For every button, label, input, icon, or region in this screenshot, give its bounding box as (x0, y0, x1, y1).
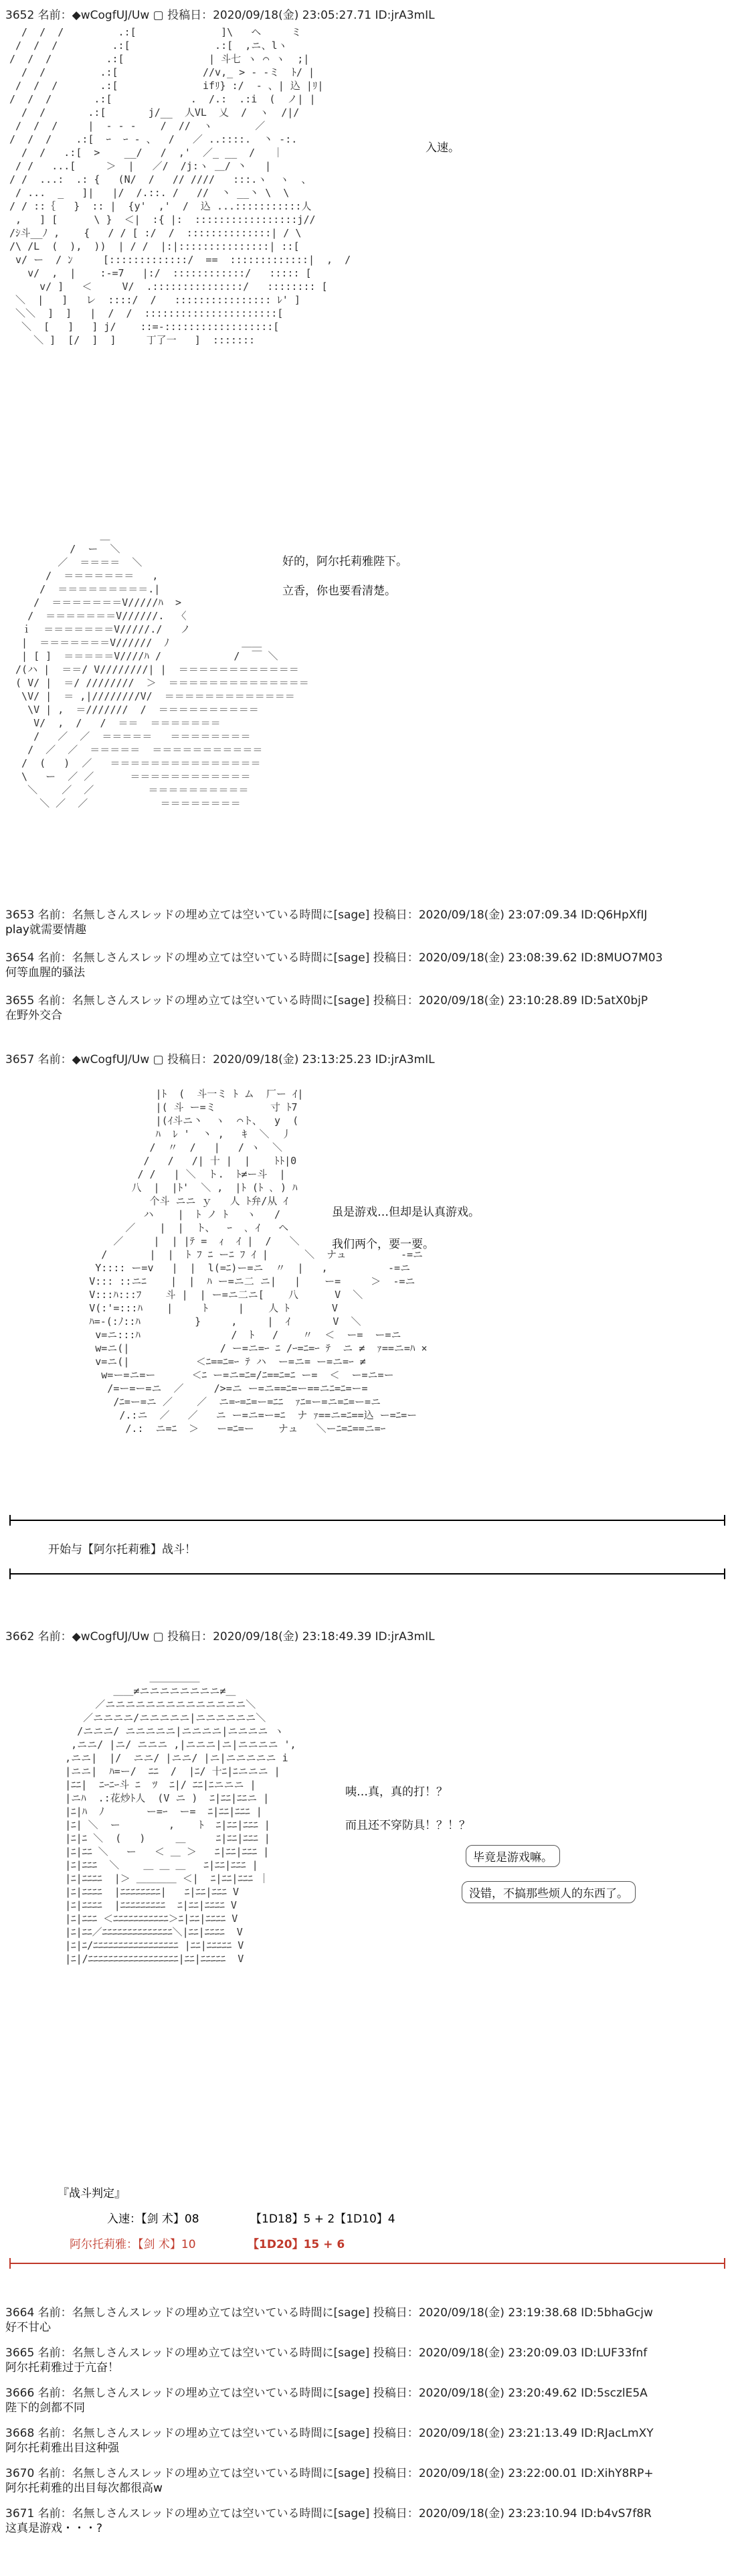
post-body-3665: 阿尔托莉雅过于亢奋！ (5, 2361, 119, 2374)
dialogue-game-line: 虽是游戏…但却是认真游戏。 (332, 1206, 480, 1219)
dialogue-surprised: 咦…真，真的打！？ (345, 1785, 448, 1799)
post-header-3666: 3666 名前：名無しさんスレッドの埋め立ては空いている時間に[sage] 投稿日：2020/09/18(金) 23:20:49.62 ID:5sczlE5A (5, 2387, 648, 2400)
ascii-art-figure-1: / / / .:[ ]\ ヘ ミ / / / .:[ .:[ ,ニ、lヽ / / / .:[ | 斗七 ヽ ⌒ ヽ ;| / / .:[ //v,_ > - -ミ ﾄ/ | / / / .:[ ifﾘ} :/ - 、| 込 |ﾘ| / / / .:[ . /.: .:i ( ノ| | / / .:[ j/__ 人VL 乂 / ヽ /|/ / / / | - - - / // ヽ ／ / / / .:[ ｰ ｰ - 、 / ／ ..::::. 丶 -:. / / .:[ > __/ / ,' ／_ __ / ｜ / / ...[ ＞ | ／/ /j:ヽ ＿/ 丶 | / / ...: .: { (N/ / // //// :::.ヽ ヽ 、 / ... _ ]| |/ /.::. / // 丶 __丶 \ \ / / ::｛ } :: | {y' ,' / 込 ...:::::::::::人 , ] [ \ } ＜| :{ |: :::::::::::::::::j// /ｼ斗__ﾉ , { / / [ :/ / ::::::::::::::| / \ /\ /L ( ), )) | / / |:|:::::::::::::::| ::[ v/ ー / ﾝ [:::::::::::::/ == :::::::::::::| , / v/ , | :-=7 |:/ ::::::::::::/ ::::: [ v/ ] ＜ V/ .:::::::::::::::/ :::::::: [ ＼ | ] レ ::::/ / :::::::::::::::: ﾚ' ] ＼＼ ] ] | / / ::::::::::::::::::::::[ ＼ [ ] ] j/ ::=-::::::::::::::::::[ ＼ ] [/ ] ] 丁了一 ] ::::::: (9, 26, 351, 346)
post-header-3654: 3654 名前：名無しさんスレッドの埋め立ては空いている時間に[sage] 投稿日：2020/09/18(金) 23:08:39.62 ID:8MUO7M03 (5, 951, 663, 965)
post-body-3655: 在野外交合 (5, 1009, 62, 1022)
divider-line (9, 1573, 725, 1575)
post-body-3668: 阿尔托莉雅出目这种强 (5, 2441, 119, 2455)
ascii-art-figure-2: ＿ / ー ＼ ／ ＝＝＝＝ ＼ / ＝＝＝＝＝＝＝ , / ＝＝＝＝＝＝＝＝＝.| / ＝＝＝＝＝＝＝V/////ﾊ > / ＝＝＝＝＝＝＝V//////. 〈 ｉ ＝＝＝＝＝＝＝V/////./ ノ | ＝＝＝＝＝＝＝V////// ﾉ ＿＿ | [ ] ＝＝＝＝＝V////ﾊ / / ￣ ＼ /(ハ | ＝＝/ V////////| | ＝＝＝＝＝＝＝＝＝＝＝＝ ( V/ | ＝/ //////// ＞ ＝＝＝＝＝＝＝＝＝＝＝＝＝＝ \V/ | ＝ ,|////////V/ ＝＝＝＝＝＝＝＝＝＝＝＝＝ \V | , ＝/////// / ＝＝＝＝＝＝＝＝＝＝ V/ , / / ＝＝ ＝＝＝＝＝＝＝ / ／ ／ ＝＝＝＝＝ ＝＝＝＝＝＝＝＝ / ／ ／ ＝＝＝＝＝ ＝＝＝＝＝＝＝＝＝＝＝ / ( ) ／ ＝＝＝＝＝＝＝＝＝＝＝＝＝＝＝ \ ー ／ ／ ＝＝＝＝＝＝＝＝＝＝＝＝ ＼ ／ ／ ＝＝＝＝＝＝＝＝＝＝ ＼ ／ ／ ＝＝＝＝＝＝＝＝ (15, 530, 309, 809)
post-body-3664: 好不甘心 (5, 2321, 51, 2334)
dialogue-enter: 入速。 (426, 141, 460, 155)
post-body-3653: play就需要情趣 (5, 923, 86, 937)
divider-end (724, 1515, 725, 1526)
post-header-3657: 3657 名前：◆wCogfUJ/Uw ▢ 投稿日：2020/09/18(金) 23:13:25.23 ID:jrA3mIL (5, 1053, 435, 1066)
thought-bubble-2: 没错，不搞那些烦人的东西了。 (462, 1881, 636, 1903)
post-header-3652: 3652 名前：◆wCogfUJ/Uw ▢ 投稿日：2020/09/18(金) 23:05:27.71 ID:jrA3mIL (5, 9, 435, 22)
post-header-3662: 3662 名前：◆wCogfUJ/Uw ▢ 投稿日：2020/09/18(金) 23:18:49.39 ID:jrA3mIL (5, 1630, 435, 1643)
divider-end (9, 2258, 11, 2269)
post-body-3654: 何等血腥的骚法 (5, 966, 85, 979)
ascii-art-figure-4: ＿＿＿＿＿ ＿＿≠ニニニニニニニニ≠＿ ／ニニニニニニニニニニニニニニ＼ ／ニニニニ/ニニニニニ|ニニニニニニ＼ /ニニニ/ ニニニニニ|ニニニニ|ニニニニ ヽ ,ニニ/ |ニ/ ニニニ ,|ニニニ|ニ|ニニニニ ', ,ニニ| |/ ニニ/ |ニニ/ |ニ|ニニニニニ i |ニニ| ﾊ=ー/ ﾆﾆ / |ﾆ/ 十ﾆ|ﾆニニニ | |ﾆﾆ| ﾆｰﾆｰ斗 ﾆ ﾂ ﾆ|/ ﾆﾆ|ﾆニニニ | |ニﾊ .:花炒ﾄ人 (V ニ ) ﾆ|ﾆﾆ|ﾆﾆニ | |ﾆ|ﾊ ﾉ ー=ｰ ー= ﾆ|ﾆﾆ|ﾆﾆﾆ | |ﾆ| ＼ ー , ﾄ ﾆ|ﾆﾆ|ﾆﾆﾆ | |ﾆ|ﾆ ＼ ( ) ＿ ﾆ|ﾆﾆ|ﾆﾆﾆ | |ﾆ|ﾆﾆ ＼ ー ＜ ＿ ＞ ﾆ|ﾆﾆ|ﾆﾆﾆ | |ﾆ|ﾆﾆﾆ ＼ ＿ ＿ ＿ ﾆ|ﾆﾆ|ﾆﾆﾆ | |ﾆ|ﾆﾆﾆﾆ |＞ ＿＿＿＿ ＜| ﾆ|ﾆﾆ|ﾆﾆﾆ ｜ |ﾆ|ﾆﾆﾆﾆ |ﾆﾆﾆﾆﾆﾆﾆﾆ| ﾆ|ﾆﾆ|ﾆﾆﾆ V |ﾆ|ﾆﾆﾆﾆ |ﾆﾆﾆﾆﾆﾆﾆﾆﾆ ﾆ|ﾆﾆ|ﾆﾆﾆﾆ V |ﾆ|ﾆﾆﾆ ＜ﾆﾆﾆﾆﾆﾆﾆﾆﾆﾆﾆ＞ﾆ|ﾆﾆ|ﾆﾆﾆﾆ V |ﾆ|ﾆﾆ／ﾆﾆﾆﾆﾆﾆﾆﾆﾆﾆﾆﾆﾆﾆ＼|ﾆﾆ|ﾆﾆﾆﾆ V |ﾆ|ﾆ/ﾆﾆﾆﾆﾆﾆﾆﾆﾆﾆﾆﾆﾆﾆﾆﾆﾆ |ﾆﾆ|ﾆﾆﾆﾆﾆ V |ﾆ|/ﾆﾆﾆﾆﾆﾆﾆﾆﾆﾆﾆﾆﾆﾆﾆﾆﾆﾆ|ﾆﾆ|ﾆﾆﾆﾆﾆ V (65, 1672, 296, 1965)
ascii-art-figure-3: |ﾄ ( 斗一ミ ﾄ ム 厂ー ｲ| |( 斗 ー=ミ 寸 ﾄ7 |(ｲ斗ニ丶 ヽ ⌒ト、 y ( ﾊ ﾚ ' 丶 , ｷ ＼ 丿 / 〃 / | / ヽ ＼ / / /| 十 | | ﾄﾄ|0 / / | ＼ ト. ﾄ≠ー斗 | 八 | |ﾄ' ＼ , |ﾄ (ﾄ ､ ) ﾊ 个斗 ニニ ｙ 人 ﾄ弁/从 ｲ ハ | ﾄ ノ ﾄ ヽ / ／ | | ト、 ｰ ､ ｲ ヘ ／ | | |ﾃ = ｨ ｲ | / ＼ / | | ﾄ ﾌ ﾆ ーﾆ ﾌ ｲ | ＼ ナュ -=ニ Y:::: ー=v | | l(=ﾆ)ー=ニ 〃 | , -=ニ V::: ::ニﾆ | | ﾊ ー=ニ二 ニ| | ー= ＞ -=ニ V:::ﾊ:::ﾌ 斗 | | ー=ニ二ニ[ 八 V ＼ V(:'=:::ﾊ | ﾄ | 人 ﾄ V ﾊ=-(:ﾉ::ﾊ } , | ｲ V ＼ v=ニ:::ﾊ / ﾄ / 〃 ＜ ー= ー=ニ w=ニ(| / ー=ニ=ｰ ﾆ /ｰ=ﾆ=ｰ ﾃ ニ ≠ ｧ==ニ=ﾊ × v=ニ(| ＜ﾆ==ﾆ=ｰ ﾃ ハ ー=ニ= ー=ニ=ｰ ≠ w=ー=ニ=ー ＜ﾆ ー=ニ=ﾆ=/ﾆ==ﾆ=ﾆ ー= ＜ ー=ニ=ー /=ー=ー=ニ ／ />=ニ ー=ニ==ﾆ=ー==ニﾆ=ﾆ=ー= /ﾆ=ー=ニ ／ ／ ニ=ｰ=ﾆ=ー=ﾆﾆ ｧﾆ=ー=ニ=ﾆ=ー=ニ /.:ニ ／ ／ ニ ー=ニ=ー=ﾆ ナ ｧ==ニ=ﾆ==込 ー=ﾆ=ー /.: ニ=ﾆ ＞ ー=ﾆ=ー ナュ ＼ーﾆ=ﾆ==ニ=ｰ (89, 1088, 428, 1435)
dialogue-watch: 立香，你也要看清楚。 (282, 584, 396, 598)
battle-title: 『战斗判定』 (58, 2187, 126, 2200)
dialogue-no-armor: 而且还不穿防具！？！？ (345, 1819, 470, 1832)
post-header-3655: 3655 名前：名無しさんスレッドの埋め立ては空いている時間に[sage] 投稿日：2020/09/18(金) 23:10:28.89 ID:5atX0bjP (5, 994, 648, 1008)
battle-start-text: 开始与【阿尔托莉雅】战斗！ (48, 1543, 196, 1556)
post-header-3665: 3665 名前：名無しさんスレッドの埋め立ては空いている時間に[sage] 投稿日：2020/09/18(金) 23:20:09.03 ID:LUF33fnf (5, 2346, 648, 2360)
post-body-3671: 这真是游戏・・・? (5, 2522, 103, 2535)
dialogue-together: 我们两个，要一要。 (332, 1238, 434, 1251)
battle-player-label: 入速：【剑 术】08 (107, 2212, 199, 2226)
post-body-3666: 陛下的剑都不同 (5, 2401, 85, 2415)
battle-player-roll: 【1D18】5 + 2【1D10】4 (250, 2212, 395, 2226)
post-body-3670: 阿尔托莉雅的出目每次都很高w (5, 2482, 163, 2495)
battle-enemy-label: 阿尔托莉雅：【剑 术】10 (70, 2238, 196, 2251)
divider-end (724, 2258, 725, 2269)
divider-end (724, 1568, 725, 1579)
battle-enemy-roll: 【1D20】15 + 6 (248, 2238, 345, 2251)
divider-end (9, 1568, 11, 1579)
divider-line (9, 2263, 725, 2264)
divider-end (9, 1515, 11, 1526)
post-header-3670: 3670 名前：名無しさんスレッドの埋め立ては空いている時間に[sage] 投稿日：2020/09/18(金) 23:22:00.01 ID:XihY8RP+ (5, 2467, 654, 2480)
post-header-3668: 3668 名前：名無しさんスレッドの埋め立ては空いている時間に[sage] 投稿日：2020/09/18(金) 23:21:13.49 ID:RJacLmXY (5, 2427, 654, 2440)
post-header-3653: 3653 名前：名無しさんスレッドの埋め立ては空いている時間に[sage] 投稿日：2020/09/18(金) 23:07:09.34 ID:Q6HpXfIJ (5, 908, 648, 922)
post-header-3671: 3671 名前：名無しさんスレッドの埋め立ては空いている時間に[sage] 投稿日：2020/09/18(金) 23:23:10.94 ID:b4vS7f8R (5, 2507, 652, 2520)
thought-bubble-1: 毕竟是游戏嘛。 (466, 1845, 560, 1867)
divider-line (9, 1520, 725, 1521)
dialogue-greeting: 好的，阿尔托莉雅陛下。 (282, 555, 407, 568)
post-header-3664: 3664 名前：名無しさんスレッドの埋め立ては空いている時間に[sage] 投稿日：2020/09/18(金) 23:19:38.68 ID:5bhaGcjw (5, 2306, 653, 2320)
